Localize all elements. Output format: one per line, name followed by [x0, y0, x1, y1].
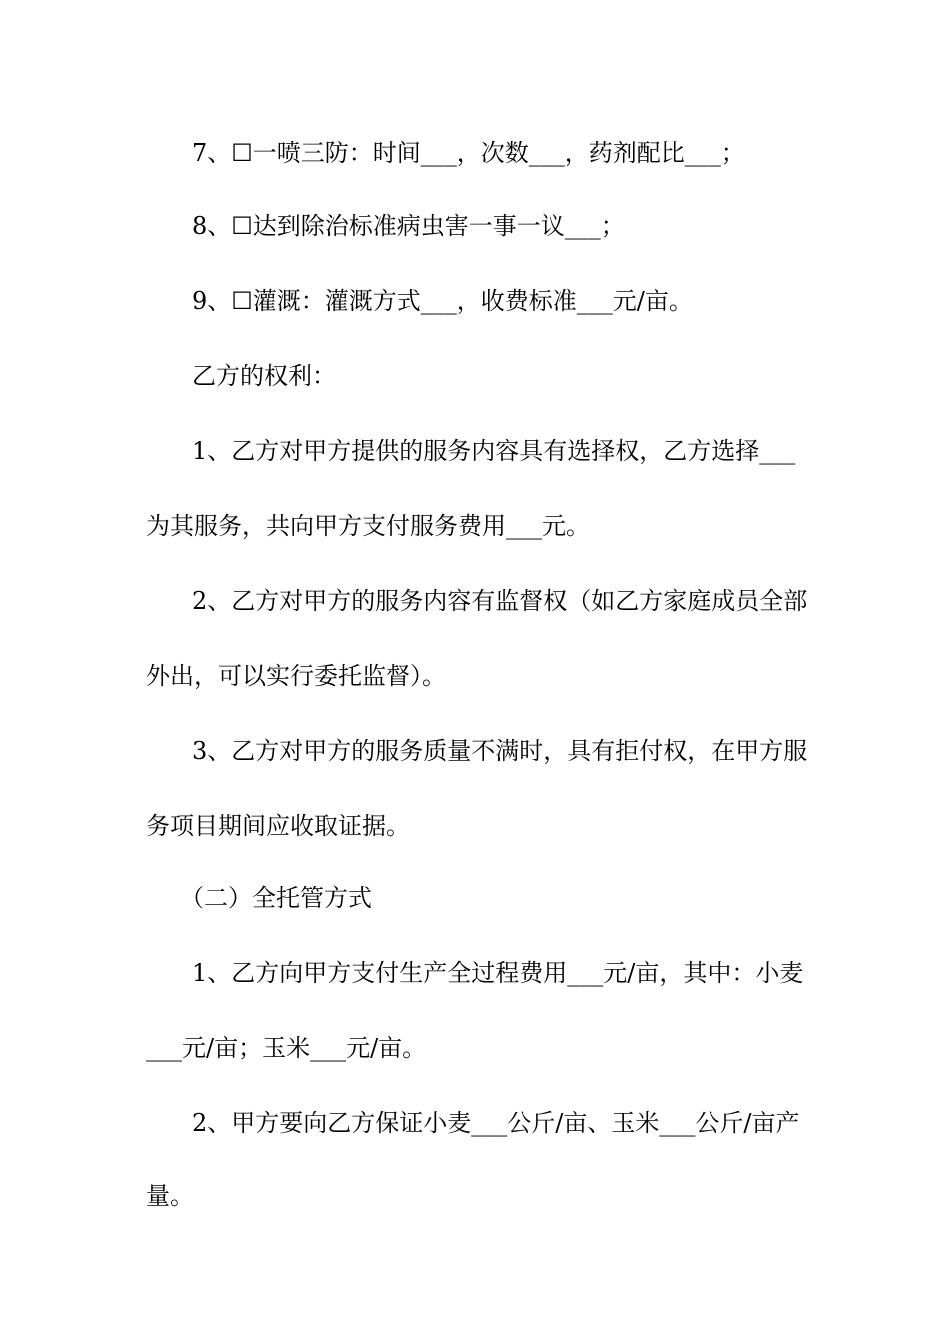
rights-2-line-1: 2、乙方对甲方的服务内容有监督权（如乙方家庭成员全部: [192, 587, 808, 615]
rights-3-line-2: 务项目期间应收取证据。: [146, 812, 410, 840]
trusteeship-1-line-1: 1、乙方向甲方支付生产全过程费用___元/亩，其中：小麦: [192, 959, 804, 987]
section-heading-party-b-rights: 乙方的权利：: [192, 362, 336, 390]
clause-7-spray: 7、☐一喷三防：时间___，次数___，药剂配比___；: [192, 139, 745, 167]
trusteeship-2-line-2: 量。: [146, 1182, 194, 1210]
rights-1-line-1: 1、乙方对甲方提供的服务内容具有选择权，乙方选择___: [192, 437, 796, 465]
clause-8-pest-control: 8、☐达到除治标准病虫害一事一议___；: [192, 212, 625, 240]
section-heading-full-trusteeship: （二）全托管方式: [180, 884, 372, 912]
rights-3-line-1: 3、乙方对甲方的服务质量不满时，具有拒付权，在甲方服: [192, 737, 808, 765]
rights-1-line-2: 为其服务，共向甲方支付服务费用___元。: [146, 512, 590, 540]
trusteeship-2-line-1: 2、甲方要向乙方保证小麦___公斤/亩、玉米___公斤/亩产: [192, 1109, 800, 1137]
trusteeship-1-line-2: ___元/亩；玉米___元/亩。: [146, 1034, 427, 1062]
clause-9-irrigation: 9、☐灌溉：灌溉方式___，收费标准___元/亩。: [192, 287, 693, 315]
rights-2-line-2: 外出，可以实行委托监督）。: [146, 662, 446, 690]
